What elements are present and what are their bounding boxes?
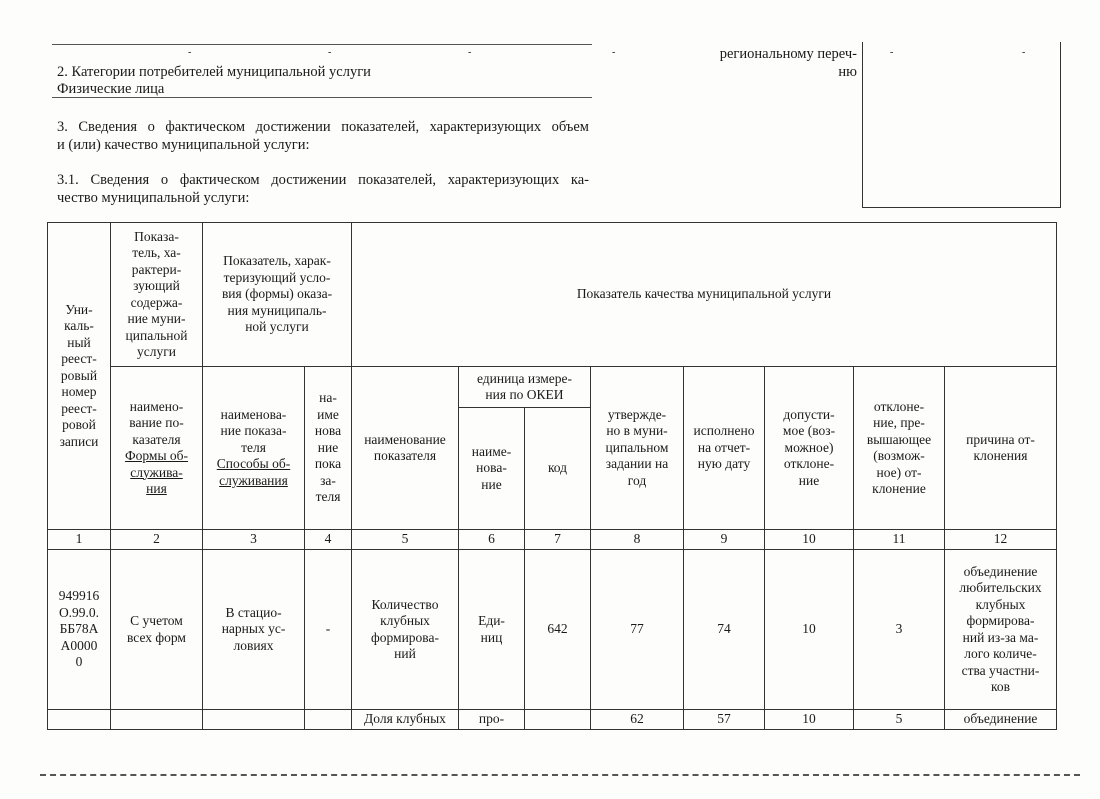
scan-mark: - xyxy=(328,47,332,58)
header-okei-unit: единица измере- ния по ОКЕИ xyxy=(459,367,591,408)
header-col11: отклоне- ние, пре- вышающее (возмож- ное) от- клонение xyxy=(854,367,945,530)
right-box-left-border xyxy=(862,42,863,208)
header-col7: код xyxy=(525,408,591,530)
section31-line1: 3.1. Сведения о фактическом достижении показателей, характеризующих ка- xyxy=(57,172,589,188)
indicator-name-cell: Доля клубных xyxy=(352,710,459,730)
column-number: 5 xyxy=(352,530,459,550)
header-col10: допусти- мое (воз- можное) отклоне- ние xyxy=(765,367,854,530)
unit-name-cell: Еди- ниц xyxy=(459,550,525,710)
section3-line1: 3. Сведения о фактическом достижении показателей, характеризующих объем xyxy=(57,119,589,135)
right-note-line1: региональному переч- xyxy=(719,46,857,62)
header-unique-number: Уни- каль- ный реест- ровый номер реест- ровой записи xyxy=(48,223,111,530)
indicator4-cell xyxy=(305,710,352,730)
unit-code-cell: 642 xyxy=(525,550,591,710)
header-col8: утвержде- но в муни- ципальном задании на год xyxy=(591,367,684,530)
section2-title: 2. Категории потребителей муниципальной услуги xyxy=(57,64,371,80)
right-box-bottom-border xyxy=(862,207,1061,208)
allowed-deviation-cell: 10 xyxy=(765,710,854,730)
executed-cell: 57 xyxy=(684,710,765,730)
header-col2 xyxy=(111,367,203,530)
column-number: 10 xyxy=(765,530,854,550)
approved-cell: 62 xyxy=(591,710,684,730)
column-number: 11 xyxy=(854,530,945,550)
unit-code-cell xyxy=(525,710,591,730)
registry-number-cell: 949916 О.99.0. ББ78А А0000 0 xyxy=(48,550,111,710)
header-col9: исполнено на отчет- ную дату xyxy=(684,367,765,530)
section2-value: Физические лица xyxy=(57,81,165,97)
column-number: 6 xyxy=(459,530,525,550)
table-row xyxy=(48,710,1057,730)
section2-rule xyxy=(52,97,592,98)
content-value-cell xyxy=(111,710,203,730)
header-col6: наиме- нова- ние xyxy=(459,408,525,530)
header-quality-indicator: Показатель качества муниципальной услуги xyxy=(352,223,1057,367)
header-col3 xyxy=(203,367,305,530)
indicator4-cell: - xyxy=(305,550,352,710)
column-number: 4 xyxy=(305,530,352,550)
reason-cell: объединение xyxy=(945,710,1057,730)
column-number: 9 xyxy=(684,530,765,550)
column-number: 8 xyxy=(591,530,684,550)
scan-mark: - xyxy=(188,47,192,58)
header-col5: наименование показателя xyxy=(352,367,459,530)
column-number: 12 xyxy=(945,530,1057,550)
column-number: 7 xyxy=(525,530,591,550)
table-row xyxy=(48,550,1057,710)
top-rule xyxy=(52,44,592,45)
registry-number-cell xyxy=(48,710,111,730)
section3-line2: и (или) качество муниципальной услуги: xyxy=(57,137,310,153)
quality-indicators-table xyxy=(47,222,1057,730)
col2-name: наимено- вание по- казателя xyxy=(129,398,184,447)
column-number: 1 xyxy=(48,530,111,550)
conditions-value-cell xyxy=(203,710,305,730)
exceeding-deviation-cell: 5 xyxy=(854,710,945,730)
scan-mark: - xyxy=(468,47,472,58)
column-number: 3 xyxy=(203,530,305,550)
exceeding-deviation-cell: 3 xyxy=(854,550,945,710)
scan-mark: - xyxy=(612,47,616,58)
conditions-value-cell: В стацио- нарных ус- ловиях xyxy=(203,550,305,710)
content-value-cell: С учетом всех форм xyxy=(111,550,203,710)
unit-name-cell: про- xyxy=(459,710,525,730)
allowed-deviation-cell: 10 xyxy=(765,550,854,710)
col3-value: Способы об- служивания xyxy=(216,456,291,488)
scan-mark: - xyxy=(1022,47,1026,58)
section31-line2: чество муниципальной услуги: xyxy=(57,190,250,206)
header-conditions-indicator: Показатель, харак- теризующий усло- вия (формы) оказа- ния муниципаль- ной услуги xyxy=(203,223,352,367)
column-numbers-row xyxy=(48,530,1057,550)
col2-value: Формы об- служива- ния xyxy=(124,448,189,496)
right-note-line2: ню xyxy=(838,64,857,80)
header-content-indicator: Показа- тель, ха- рактери- зующий содержа- ние муни- ципальной услуги xyxy=(111,223,203,367)
column-number: 2 xyxy=(111,530,203,550)
reason-cell: объединение любительских клубных формирова- ний из-за ма- лого количе- ства участни- ков xyxy=(945,550,1057,710)
indicator-name-cell: Количество клубных формирова- ний xyxy=(352,550,459,710)
col3-name: наименова- ние показа- теля xyxy=(220,406,287,455)
scan-mark: - xyxy=(890,47,894,58)
right-box-right-border xyxy=(1060,42,1061,208)
bottom-dashed-line xyxy=(40,774,1080,776)
approved-cell: 77 xyxy=(591,550,684,710)
executed-cell: 74 xyxy=(684,550,765,710)
header-col12: причина от- клонения xyxy=(945,367,1057,530)
header-col4: на- име нова ние пока за- теля xyxy=(305,367,352,530)
